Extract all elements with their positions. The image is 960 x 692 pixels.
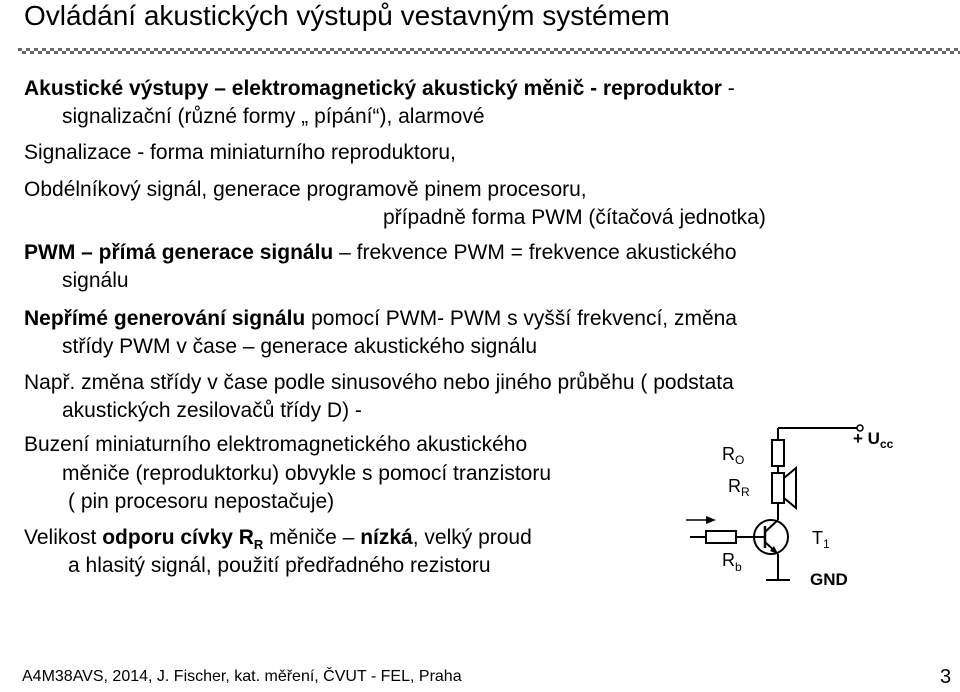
- bullet-line-4: Obdélníkový signál, generace programově pinem procesoru,: [24, 178, 587, 201]
- rb-resistor: [706, 531, 736, 543]
- line-1-suffix: -: [721, 77, 735, 100]
- indirect-generation-heading: Nepřímé generování signálu: [24, 307, 306, 330]
- line-15-middle: měniče –: [263, 526, 361, 549]
- coil-resistance-term: odporu cívky R: [102, 526, 254, 549]
- bullet-line-7: signálu: [62, 269, 129, 292]
- bullet-line-12: Buzení miniaturního elektromagnetického akustického: [24, 433, 528, 456]
- bullet-line-2: signalizační (různé formy „ pípání“), alarmové: [62, 105, 485, 128]
- title-divider-lower: [18, 51, 960, 54]
- transistor-speaker-circuit: [680, 420, 920, 595]
- ro-resistor: [772, 440, 784, 466]
- bullet-line-6: [24, 240, 737, 266]
- speaker-coil: [772, 473, 784, 503]
- gnd-label: GND: [810, 570, 848, 589]
- speaker-icon: [784, 468, 796, 508]
- indirect-generation-text: pomocí PWM- PWM s vyšší frekvencí, změna: [305, 307, 737, 330]
- bullet-line-5: případně forma PWM (čítačová jednotka): [383, 206, 766, 229]
- bullet-line-14: ( pin procesoru nepostačuje): [68, 490, 335, 513]
- bullet-line-3: Signalizace - forma miniaturního reproduktoru,: [24, 141, 456, 164]
- low-term: nízká: [360, 526, 413, 549]
- bullet-line-9: střídy PWM v čase – generace akustického signálu: [62, 335, 538, 358]
- bullet-line-8: [24, 306, 737, 332]
- pwm-direct-text: – frekvence PWM = frekvence akustického: [333, 241, 737, 264]
- pwm-direct-heading: PWM – přímá generace signálu: [24, 241, 334, 264]
- bullet-line-10: Např. změna střídy v čase podle sinusového nebo jiného průběhu ( podstata: [24, 371, 734, 394]
- input-arrow-icon: [706, 516, 716, 524]
- page-title: Ovládání akustických výstupů vestavným systémem: [24, 0, 670, 31]
- bullet-line-1: [24, 76, 735, 102]
- ro-label: $R_O$: [722, 444, 745, 467]
- line-15-end: , velký proud: [412, 526, 532, 549]
- page-number: 3: [940, 666, 952, 688]
- t1-label: $T_1$: [812, 528, 830, 551]
- line-15-start: Velikost: [24, 526, 103, 549]
- bullet-line-13: měniče (reproduktorku) obvykle s pomocí tranzistoru: [62, 462, 552, 485]
- footer-text: A4M38AVS, 2014, J. Fischer, kat. měření, ČVUT - FEL, Praha: [22, 668, 462, 685]
- rb-label: $R_b$: [722, 550, 742, 574]
- rr-label: $R_R$: [728, 476, 750, 499]
- acoustic-outputs-heading: Akustické výstupy – elektromagnetický akustický měnič - reproduktor: [24, 77, 722, 100]
- vcc-label: + $U_{cc}$: [853, 429, 894, 451]
- coil-resistance-subscript: R: [253, 537, 264, 553]
- bullet-line-11: akustických zesilovačů třídy D) -: [62, 399, 362, 422]
- bullet-line-16: a hlasitý signál, použití předřadného rezistoru: [68, 554, 491, 577]
